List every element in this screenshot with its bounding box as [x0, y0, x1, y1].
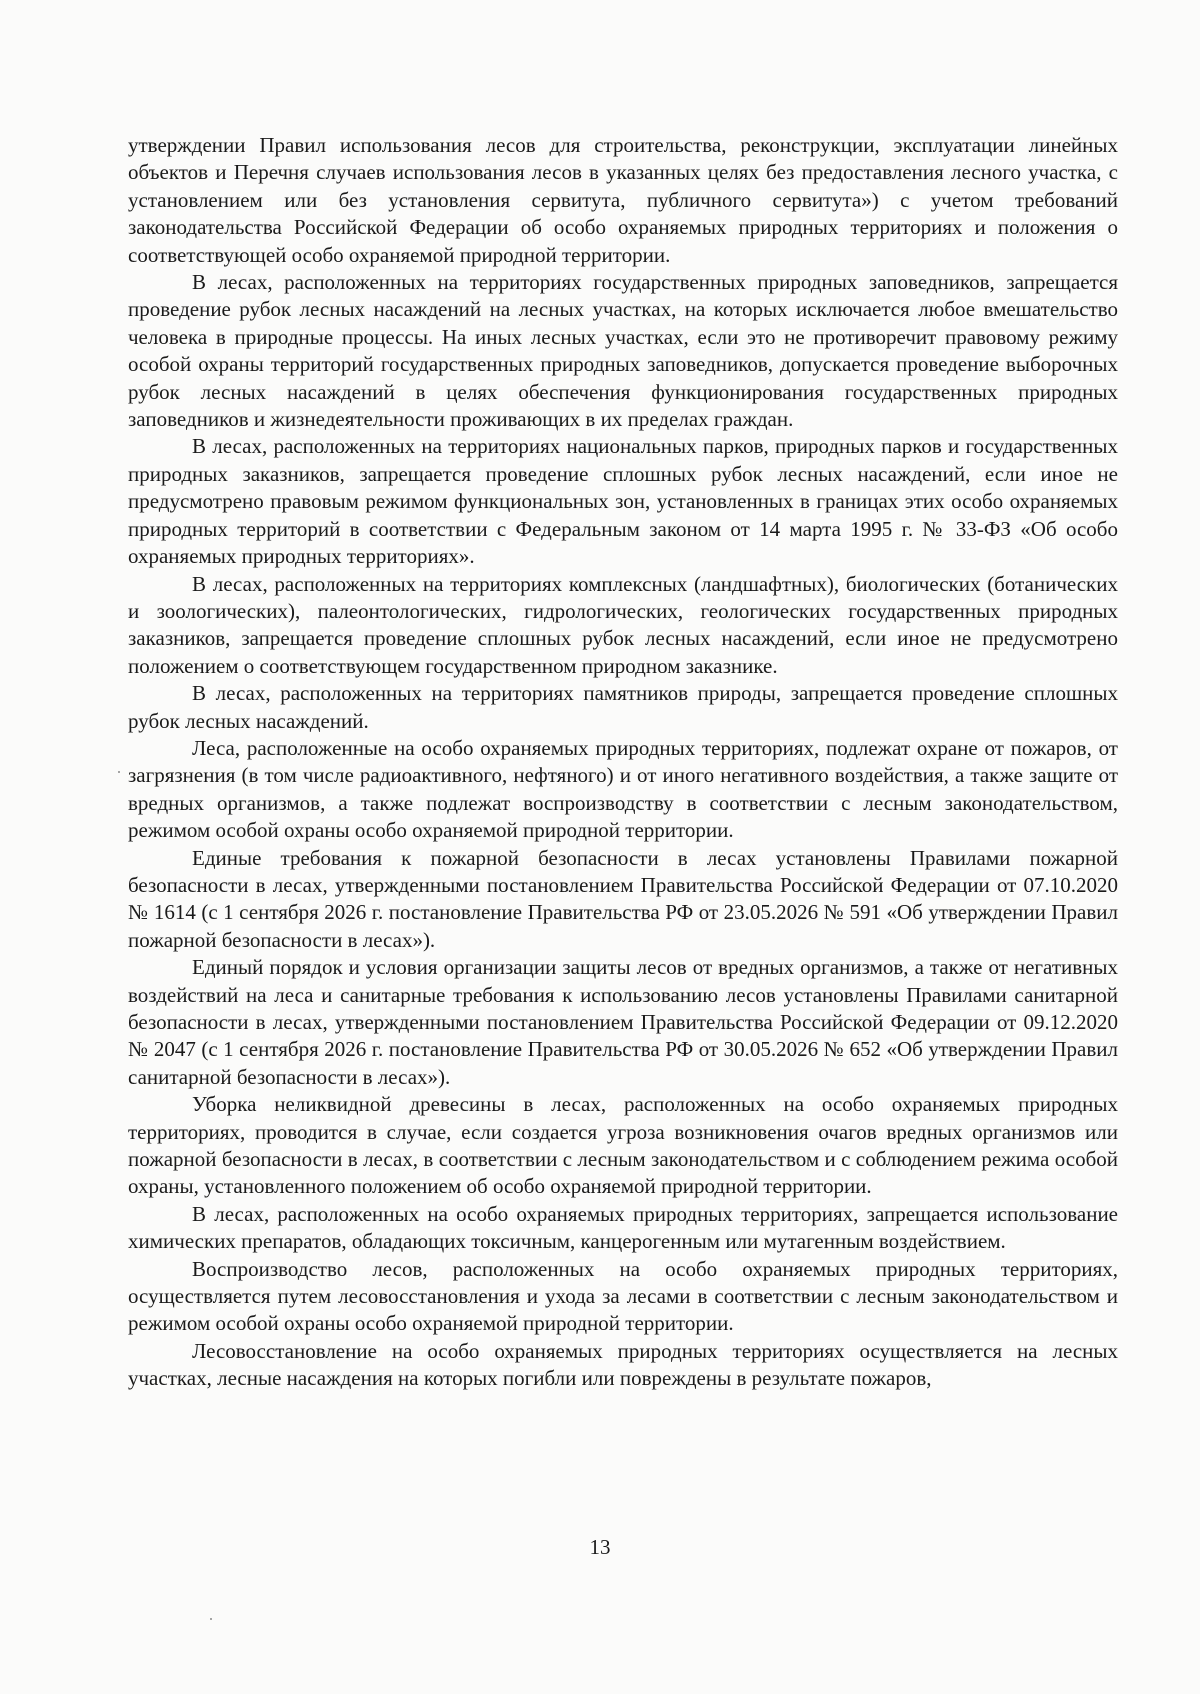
- page-number: 13: [589, 1535, 611, 1559]
- paragraph-reserves: В лесах, расположенных на территориях государственных природных заповедников, запрещается проведение рубок лесных насаждений на лесных участках, на которых исключается любое вмешательство человека в природные процессы. На иных лесных участках, если это не противоречит правовому режиму особой охраны территорий государственных природных заповедников, допускается проведение выборочных рубок лесных насаждений в целях обеспечения функционирования государственных природных заповедников и жизнедеятельности проживающих в их пределах граждан.: [128, 270, 1118, 432]
- paragraph-fire-safety: Единые требования к пожарной безопасности в лесах установлены Правилами пожарной безопасности в лесах, утвержденными постановлением Правительства Российской Федерации от 07.10.2020 № 1614 (с 1 сентября 2026 г. постановление Правительства РФ от 23.05.2026 № 591 «Об утверждении Правил пожарной безопасности в лесах»).: [128, 845, 1118, 952]
- paragraph-chemicals-ban: В лесах, расположенных на особо охраняемых природных территориях, запрещается использование химических препаратов, обладающих токсичным, канцерогенным или мутагенным воздействием.: [128, 1201, 1118, 1254]
- paragraph-nature-monuments: В лесах, расположенных на территориях памятников природы, запрещается проведение сплошных рубок лесных насаждений.: [128, 681, 1118, 733]
- paragraph-national-parks: В лесах, расположенных на территориях национальных парков, природных парков и государственных природных заказников, запрещается проведение сплошных рубок лесных насаждений, если иное не предусмотрено правовым режимом функциональных зон, установленных в границах этих особо охраняемых природных территорий в соответствии с Федеральным законом от 14 марта 1995 г. № 33-ФЗ «Об особо охраняемых природных территориях».: [128, 434, 1118, 569]
- paragraph-reforestation: Лесовосстановление на особо охраняемых природных территориях осуществляется на лесных участках, лесные насаждения на которых погибли или повреждены в результате пожаров,: [128, 1338, 1118, 1391]
- paragraph-reproduction: Воспроизводство лесов, расположенных на особо охраняемых природных территориях, осуществляется путем лесовосстановления и ухода за лесами в соответствии с лесным законодательством и режимом особой охраны особо охраняемой природной территории.: [128, 1256, 1118, 1336]
- scan-speck: [210, 1618, 212, 1620]
- paragraph-continuation: утверждении Правил использования лесов для строительства, реконструкции, эксплуатации линейных объектов и Перечня случаев использования лесов в указанных целях без предоставления лесного участка, с установлением или без установления сервитута, публичного сервитута») с учетом требований законодательства Российской Федерации об особо охраняемых природных территориях и положения о соответствующей особо охраняемой природной территории.: [128, 133, 1118, 267]
- paragraph-sanitary-safety: Единый порядок и условия организации защиты лесов от вредных организмов, а также от негативных воздействий на леса и санитарные требования к использованию лесов установлены Правилами санитарной безопасности в лесах, утвержденными постановлением Правительства Российской Федерации от 09.12.2020 № 2047 (с 1 сентября 2026 г. постановление Правительства РФ от 30.05.2026 № 652 «Об утверждении Правил санитарной безопасности в лесах»).: [128, 955, 1118, 1089]
- paragraph-forest-protection: Леса, расположенные на особо охраняемых природных территориях, подлежат охране от пожаров, от загрязнения (в том числе радиоактивного, нефтяного) и от иного негативного воздействия, а также защите от вредных организмов, а также подлежат воспроизводству в соответствии с лесным законодательством, режимом особой охраны особо охраняемой природной территории.: [128, 735, 1118, 843]
- document-body: [128, 132, 1118, 1393]
- paragraph-deadwood-removal: Уборка неликвидной древесины в лесах, расположенных на особо охраняемых природных территориях, проводится в случае, если создается угроза возникновения очагов вредных организмов или пожарной безопасности в лесах, в соответствии с лесным законодательством и с соблюдением режима особой охраны, установленного положением об особо охраняемой природной территории.: [128, 1092, 1118, 1199]
- paragraph-sanctuaries: В лесах, расположенных на территориях комплексных (ландшафтных), биологических (ботанических и зоологических), палеонтологических, гидрологических, геологических государственных природных заказников, запрещается проведение сплошных рубок лесных насаждений, если иное не предусмотрено положением о соответствующем государственном природном заказнике.: [128, 571, 1118, 678]
- scan-speck: [118, 771, 120, 773]
